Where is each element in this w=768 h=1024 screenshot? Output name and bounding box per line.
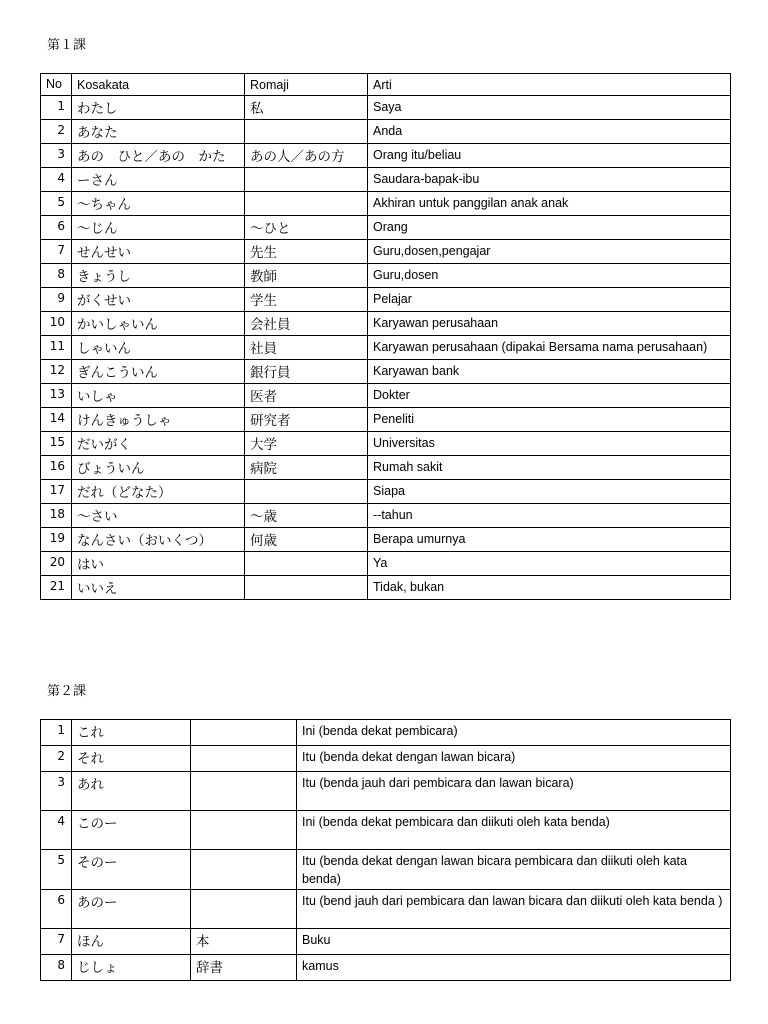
- table-row: [41, 264, 731, 288]
- table-header-row: [41, 74, 731, 96]
- table-row: [41, 168, 731, 192]
- arti-cell: Guru,dosen: [368, 264, 731, 288]
- romaji-cell: [245, 192, 368, 216]
- romaji-cell: [191, 890, 297, 929]
- table-row: [41, 384, 731, 408]
- table-row: [41, 456, 731, 480]
- row-number: 19: [41, 528, 72, 552]
- arti-cell: kamus: [297, 955, 731, 981]
- romaji-cell: [245, 120, 368, 144]
- romaji-cell: [191, 811, 297, 850]
- romaji-cell: [245, 552, 368, 576]
- header-no: No: [41, 74, 72, 96]
- table-row: [41, 96, 731, 120]
- kosakata-cell: あれ: [72, 772, 191, 811]
- row-number: 5: [41, 850, 72, 890]
- romaji-cell: 研究者: [245, 408, 368, 432]
- arti-cell: Itu (benda dekat dengan lawan bicara): [297, 746, 731, 772]
- lesson-2-vocab-table: [40, 719, 731, 981]
- row-number: 8: [41, 955, 72, 981]
- kosakata-cell: ほん: [72, 929, 191, 955]
- kosakata-cell: ～さい: [72, 504, 245, 528]
- row-number: 15: [41, 432, 72, 456]
- kosakata-cell: はい: [72, 552, 245, 576]
- romaji-cell: 医者: [245, 384, 368, 408]
- kosakata-cell: ～じん: [72, 216, 245, 240]
- arti-cell: Orang itu/beliau: [368, 144, 731, 168]
- romaji-cell: 辞書: [191, 955, 297, 981]
- row-number: 10: [41, 312, 72, 336]
- table-row: [41, 576, 731, 600]
- lesson-1-title: 第１課: [47, 38, 87, 53]
- arti-cell: Karyawan perusahaan: [368, 312, 731, 336]
- romaji-cell: [245, 480, 368, 504]
- row-number: 21: [41, 576, 72, 600]
- row-number: 14: [41, 408, 72, 432]
- table-row: [41, 192, 731, 216]
- table-row: [41, 120, 731, 144]
- romaji-cell: 銀行員: [245, 360, 368, 384]
- row-number: 1: [41, 720, 72, 746]
- kosakata-cell: かいしゃいん: [72, 312, 245, 336]
- table-row: [41, 811, 731, 850]
- romaji-cell: 本: [191, 929, 297, 955]
- arti-cell: Universitas: [368, 432, 731, 456]
- lesson-1-vocab-table: [40, 73, 731, 600]
- arti-cell: --tahun: [368, 504, 731, 528]
- table-row: [41, 480, 731, 504]
- row-number: 16: [41, 456, 72, 480]
- arti-cell: Saudara-bapak-ibu: [368, 168, 731, 192]
- kosakata-cell: あのー: [72, 890, 191, 929]
- lesson-2-table-body: [41, 720, 731, 981]
- arti-cell: Ya: [368, 552, 731, 576]
- arti-cell: Saya: [368, 96, 731, 120]
- row-number: 3: [41, 772, 72, 811]
- kosakata-cell: びょういん: [72, 456, 245, 480]
- arti-cell: Pelajar: [368, 288, 731, 312]
- arti-cell: Guru,dosen,pengajar: [368, 240, 731, 264]
- row-number: 17: [41, 480, 72, 504]
- table-row: [41, 240, 731, 264]
- row-number: 5: [41, 192, 72, 216]
- header-kosakata: Kosakata: [72, 74, 245, 96]
- table-row: [41, 144, 731, 168]
- table-row: [41, 336, 731, 360]
- row-number: 2: [41, 120, 72, 144]
- romaji-cell: [191, 772, 297, 811]
- romaji-cell: あの人／あの方: [245, 144, 368, 168]
- row-number: 7: [41, 240, 72, 264]
- table-row: [41, 850, 731, 890]
- row-number: 9: [41, 288, 72, 312]
- kosakata-cell: しゃいん: [72, 336, 245, 360]
- table-row: [41, 929, 731, 955]
- romaji-cell: 何歳: [245, 528, 368, 552]
- table-row: [41, 772, 731, 811]
- romaji-cell: [245, 168, 368, 192]
- kosakata-cell: わたし: [72, 96, 245, 120]
- table-row: [41, 955, 731, 981]
- romaji-cell: ～歳: [245, 504, 368, 528]
- arti-cell: Itu (bend jauh dari pembicara dan lawan bicara dan diikuti oleh kata benda ): [297, 890, 731, 929]
- romaji-cell: [191, 746, 297, 772]
- header-romaji: Romaji: [245, 74, 368, 96]
- row-number: 7: [41, 929, 72, 955]
- romaji-cell: 病院: [245, 456, 368, 480]
- row-number: 4: [41, 811, 72, 850]
- kosakata-cell: いいえ: [72, 576, 245, 600]
- romaji-cell: ～ひと: [245, 216, 368, 240]
- table-row: [41, 312, 731, 336]
- arti-cell: Anda: [368, 120, 731, 144]
- arti-cell: Karyawan perusahaan (dipakai Bersama nama perusahaan): [368, 336, 731, 360]
- kosakata-cell: あなた: [72, 120, 245, 144]
- arti-cell: Peneliti: [368, 408, 731, 432]
- romaji-cell: 社員: [245, 336, 368, 360]
- kosakata-cell: だいがく: [72, 432, 245, 456]
- arti-cell: Dokter: [368, 384, 731, 408]
- arti-cell: Akhiran untuk panggilan anak anak: [368, 192, 731, 216]
- table-row: [41, 504, 731, 528]
- table-row: [41, 432, 731, 456]
- kosakata-cell: あの ひと／あの かた: [72, 144, 245, 168]
- arti-cell: Berapa umurnya: [368, 528, 731, 552]
- romaji-cell: 私: [245, 96, 368, 120]
- kosakata-cell: これ: [72, 720, 191, 746]
- row-number: 8: [41, 264, 72, 288]
- table-row: [41, 528, 731, 552]
- romaji-cell: [191, 720, 297, 746]
- table-row: [41, 890, 731, 929]
- arti-cell: Itu (benda dekat dengan lawan bicara pembicara dan diikuti oleh kata benda): [297, 850, 731, 890]
- arti-cell: Itu (benda jauh dari pembicara dan lawan bicara): [297, 772, 731, 811]
- arti-cell: Siapa: [368, 480, 731, 504]
- row-number: 1: [41, 96, 72, 120]
- table-row: [41, 552, 731, 576]
- row-number: 6: [41, 216, 72, 240]
- table-row: [41, 720, 731, 746]
- kosakata-cell: だれ（どなた）: [72, 480, 245, 504]
- romaji-cell: 大学: [245, 432, 368, 456]
- lesson-1-table-body: [41, 74, 731, 600]
- kosakata-cell: せんせい: [72, 240, 245, 264]
- arti-cell: Buku: [297, 929, 731, 955]
- romaji-cell: 会社員: [245, 312, 368, 336]
- kosakata-cell: いしゃ: [72, 384, 245, 408]
- kosakata-cell: なんさい（おいくつ）: [72, 528, 245, 552]
- row-number: 11: [41, 336, 72, 360]
- arti-cell: Karyawan bank: [368, 360, 731, 384]
- kosakata-cell: きょうし: [72, 264, 245, 288]
- romaji-cell: [245, 576, 368, 600]
- row-number: 12: [41, 360, 72, 384]
- kosakata-cell: がくせい: [72, 288, 245, 312]
- kosakata-cell: けんきゅうしゃ: [72, 408, 245, 432]
- row-number: 6: [41, 890, 72, 929]
- romaji-cell: 教師: [245, 264, 368, 288]
- row-number: 13: [41, 384, 72, 408]
- romaji-cell: 先生: [245, 240, 368, 264]
- kosakata-cell: それ: [72, 746, 191, 772]
- arti-cell: Ini (benda dekat pembicara): [297, 720, 731, 746]
- kosakata-cell: ーさん: [72, 168, 245, 192]
- lesson-2-title: 第２課: [47, 684, 87, 699]
- table-row: [41, 360, 731, 384]
- row-number: 3: [41, 144, 72, 168]
- arti-cell: Orang: [368, 216, 731, 240]
- table-row: [41, 216, 731, 240]
- romaji-cell: [191, 850, 297, 890]
- kosakata-cell: ぎんこういん: [72, 360, 245, 384]
- arti-cell: Ini (benda dekat pembicara dan diikuti oleh kata benda): [297, 811, 731, 850]
- kosakata-cell: ～ちゃん: [72, 192, 245, 216]
- table-row: [41, 746, 731, 772]
- romaji-cell: 学生: [245, 288, 368, 312]
- table-row: [41, 408, 731, 432]
- arti-cell: Rumah sakit: [368, 456, 731, 480]
- kosakata-cell: そのー: [72, 850, 191, 890]
- table-row: [41, 288, 731, 312]
- arti-cell: Tidak, bukan: [368, 576, 731, 600]
- row-number: 20: [41, 552, 72, 576]
- row-number: 2: [41, 746, 72, 772]
- kosakata-cell: このー: [72, 811, 191, 850]
- header-arti: Arti: [368, 74, 731, 96]
- row-number: 4: [41, 168, 72, 192]
- kosakata-cell: じしょ: [72, 955, 191, 981]
- row-number: 18: [41, 504, 72, 528]
